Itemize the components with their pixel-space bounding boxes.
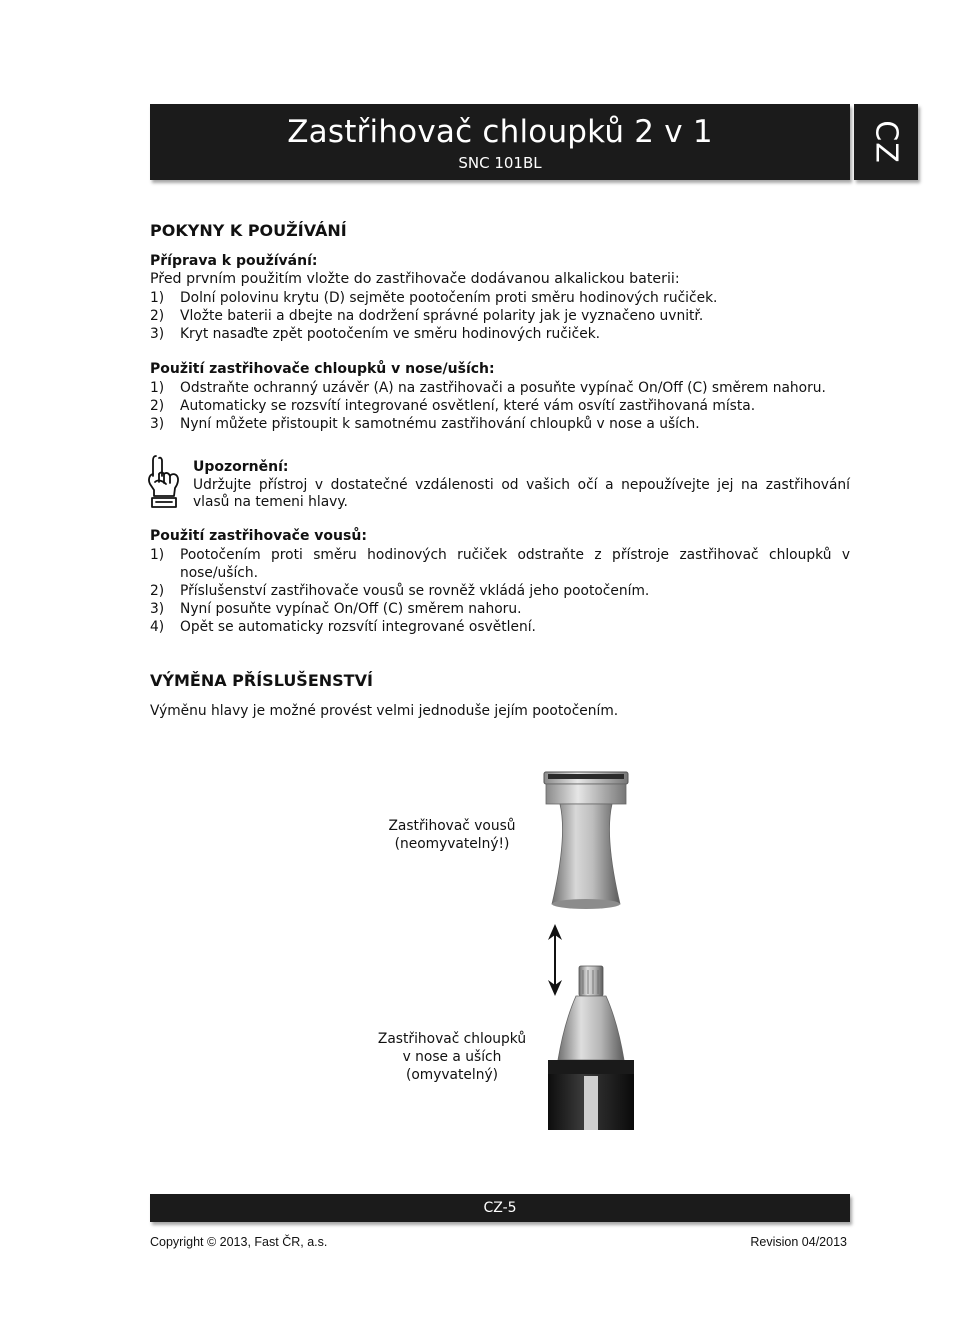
usage-heading: POKYNY K POUŽÍVÁNÍ [150, 221, 347, 240]
beard-trimmer-head-image [540, 770, 632, 912]
pointing-hand-icon [146, 452, 182, 512]
warning-title: Upozornění: [193, 459, 289, 475]
nose-trimmer-image [544, 964, 638, 1130]
nose-title: Použití zastřihovače chloupků v nose/uších: [150, 361, 495, 377]
revision: Revision 04/2013 [750, 1235, 847, 1249]
model-number: SNC 101BL [458, 154, 542, 172]
list-item: 2) Automaticky se rozsvítí integrované osvětlení, které vám osvítí zastřihovaná místa. [150, 398, 756, 414]
beard-trimmer-caption: Zastřihovač vousů (neomyvatelný!) [388, 818, 516, 852]
header-banner [150, 104, 850, 180]
warning-text: Udržujte přístroj v dostatečné vzdálenosti od vašich očí a nepoužívejte jej na zastřihování vlasů na temeni hlavy. [193, 477, 850, 510]
page-number: CZ-5 [483, 1200, 517, 1216]
language-label: CZ [868, 120, 904, 164]
nose-steps [150, 379, 850, 433]
language-tab [854, 104, 918, 180]
list-item: 3) Nyní můžete přistoupit k samotnému zastřihování chloupků v nose a uších. [150, 416, 700, 432]
replacement-text: Výměnu hlavy je možné provést velmi jednoduše jejím pootočením. [150, 703, 619, 719]
nose-trimmer-caption: Zastřihovač chloupků v nose a uších (omyvatelný) [377, 1031, 527, 1083]
list-item: 2) Příslušenství zastřihovače vousů se rovněž vkládá jeho pootočením. [150, 583, 650, 599]
list-item: 1) Dolní polovinu krytu (D) sejměte pootočením proti směru hodinových ručiček. [150, 290, 718, 306]
page-title: Zastřihovač chloupků 2 v 1 [287, 114, 713, 150]
beard-steps [150, 546, 850, 636]
list-item: 1) Odstraňte ochranný uzávěr (A) na zastřihovači a posuňte vypínač On/Off (C) směrem nahoru. [150, 380, 826, 396]
list-item: 2) Vložte baterii a dbejte na dodržení správné polarity jak je vyznačeno uvnitř. [150, 308, 704, 324]
prep-title: Příprava k používání: [150, 253, 318, 269]
beard-title: Použití zastřihovače vousů: [150, 528, 367, 544]
prep-intro: Před prvním použitím vložte do zastřihovače dodávanou alkalickou baterii: [150, 271, 680, 287]
list-item: 3) Nyní posuňte vypínač On/Off (C) směrem nahoru. [150, 601, 522, 617]
list-item: 3) Kryt nasaďte zpět pootočením ve směru hodinových ručiček. [150, 326, 601, 342]
list-item: 1) Pootočením proti směru hodinových ručiček odstraňte z přístroje zastřihovač chloupků v nose/uších. [150, 547, 850, 581]
replacement-heading: VÝMĚNA PŘÍSLUŠENSTVÍ [150, 671, 373, 690]
page-number-bar [150, 1194, 850, 1222]
list-item: 4) Opět se automaticky rozsvítí integrované osvětlení. [150, 619, 536, 635]
prep-steps [150, 289, 850, 343]
copyright: Copyright © 2013, Fast ČR, a.s. [150, 1235, 328, 1249]
